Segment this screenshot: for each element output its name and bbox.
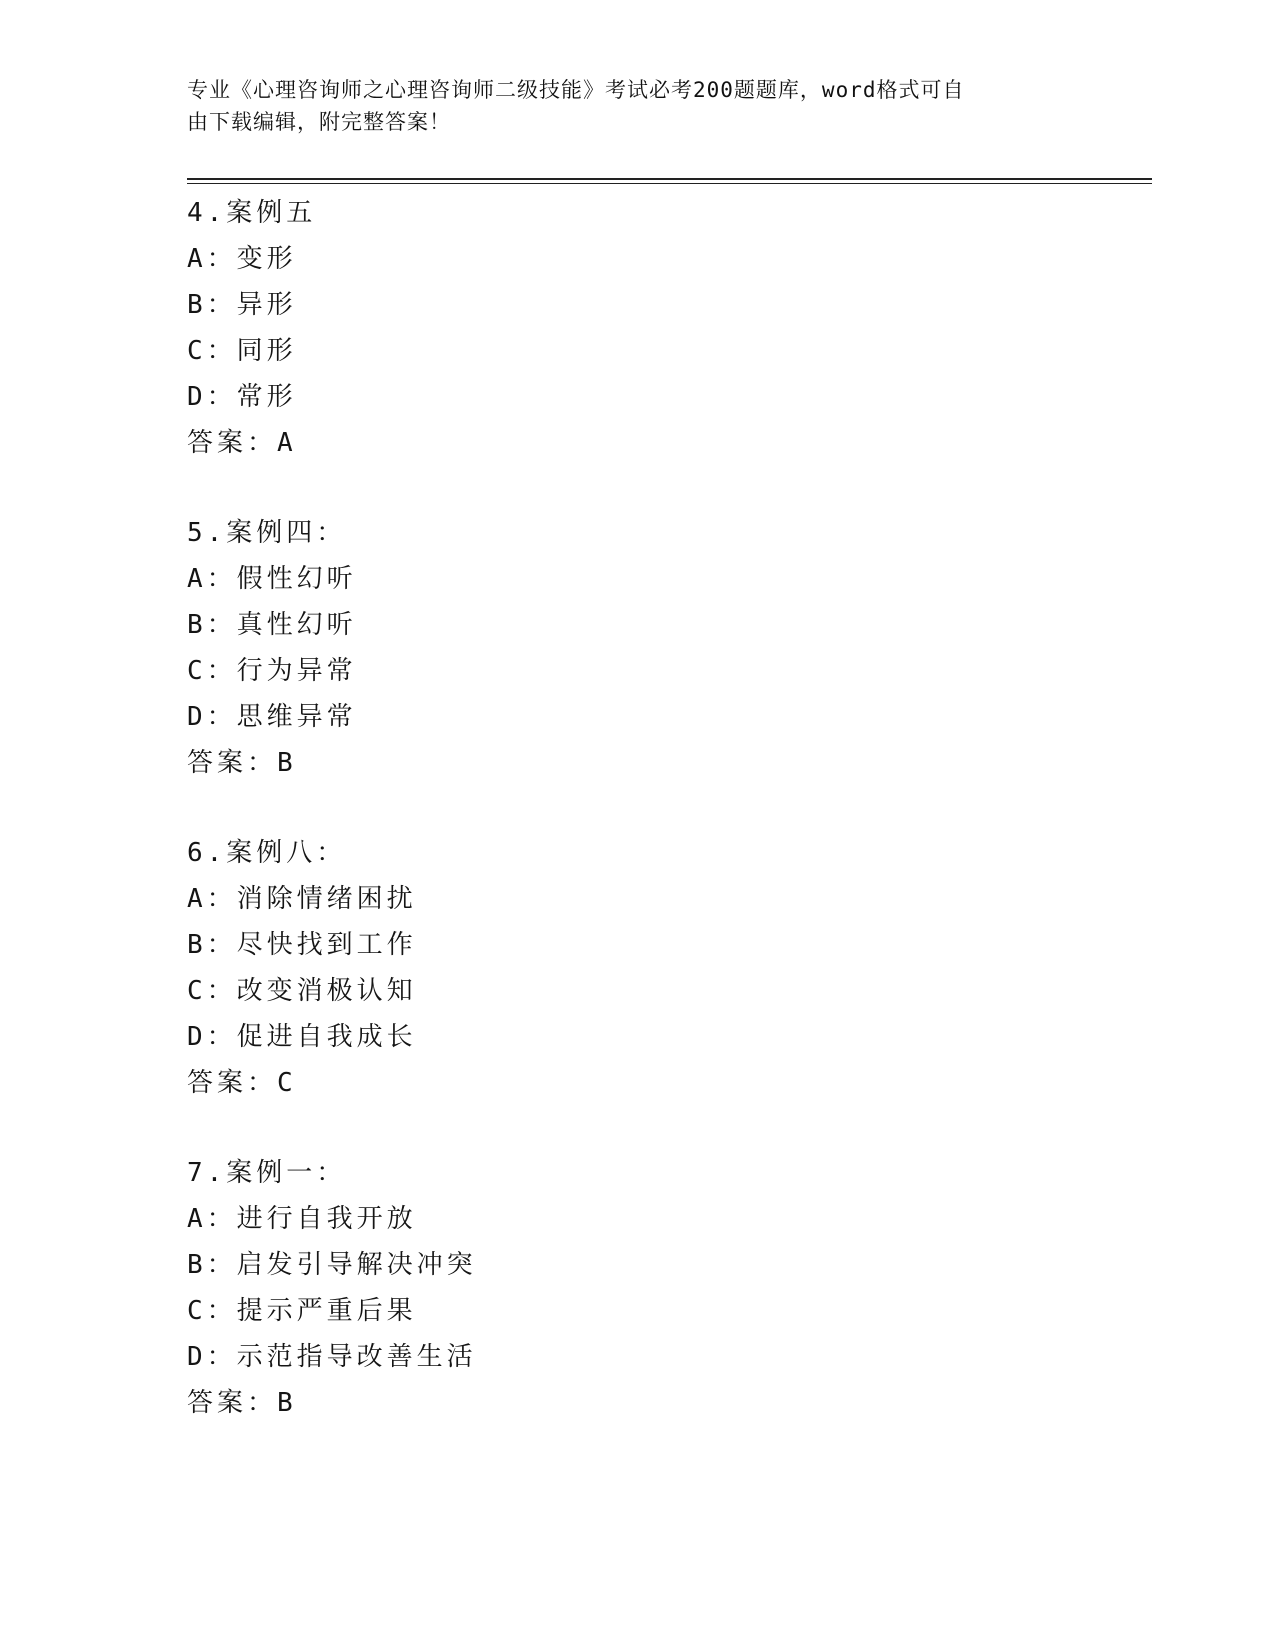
option-c: C：同形 <box>187 336 297 366</box>
question-list <box>187 190 1087 1470</box>
option-d: D：思维异常 <box>187 702 357 732</box>
option-c: C：改变消极认知 <box>187 976 417 1006</box>
option-b: B：启发引导解决冲突 <box>187 1250 477 1280</box>
option-a: A：进行自我开放 <box>187 1204 417 1234</box>
option-a: A：消除情绪困扰 <box>187 884 417 914</box>
option-c: C：提示严重后果 <box>187 1296 417 1326</box>
answer-text: 答案：C <box>187 1068 297 1098</box>
question-title: 4.案例五 <box>187 198 317 228</box>
question-title: 5.案例四： <box>187 518 347 548</box>
header-line-2: 由下载编辑，附完整答案！ <box>187 110 451 134</box>
option-d: D：常形 <box>187 382 297 412</box>
option-a: A：假性幻听 <box>187 564 357 594</box>
header-line-1: 专业《心理咨询师之心理咨询师二级技能》考试必考200题题库，word格式可自 <box>187 78 965 102</box>
header-divider-bottom <box>187 183 1152 184</box>
header-divider-top <box>187 178 1152 180</box>
answer-text: 答案：B <box>187 1388 297 1418</box>
answer-text: 答案：B <box>187 748 297 778</box>
document-header <box>187 74 1067 138</box>
option-d: D：示范指导改善生活 <box>187 1342 477 1372</box>
option-c: C：行为异常 <box>187 656 357 686</box>
question-item <box>187 190 1087 510</box>
question-title: 6.案例八： <box>187 838 347 868</box>
option-d: D：促进自我成长 <box>187 1022 417 1052</box>
option-b: B：异形 <box>187 290 297 320</box>
question-item <box>187 830 1087 1150</box>
option-b: B：尽快找到工作 <box>187 930 417 960</box>
option-a: A：变形 <box>187 244 297 274</box>
question-title: 7.案例一： <box>187 1158 347 1188</box>
question-item <box>187 510 1087 830</box>
question-item <box>187 1150 1087 1470</box>
answer-text: 答案：A <box>187 428 297 458</box>
option-b: B：真性幻听 <box>187 610 357 640</box>
